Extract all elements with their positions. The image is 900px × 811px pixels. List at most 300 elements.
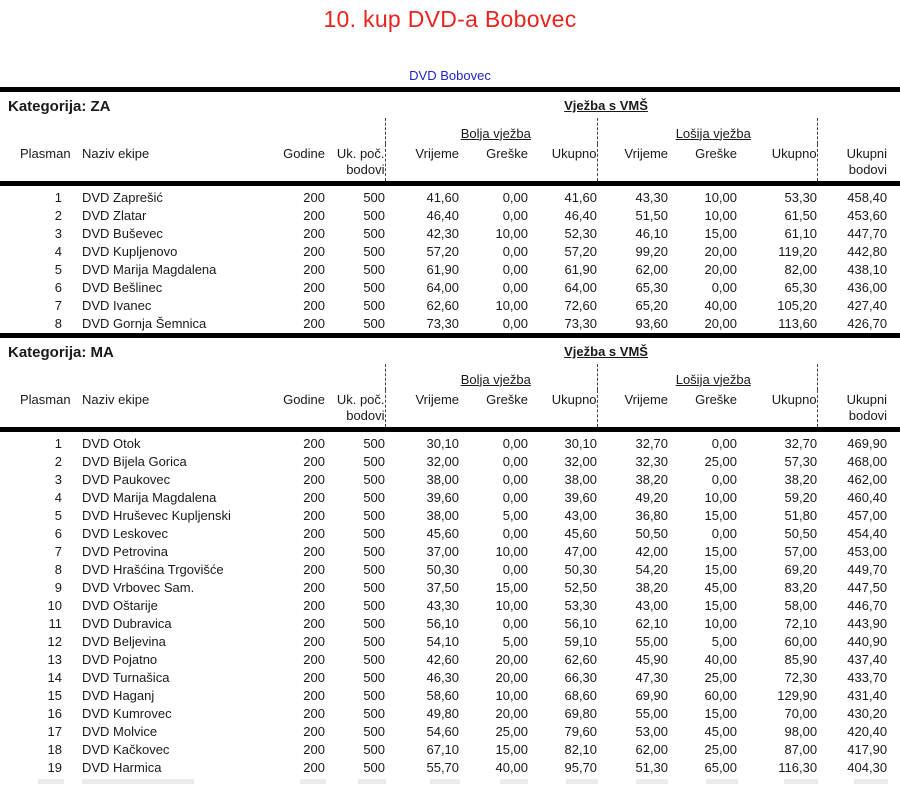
rank: 11: [48, 616, 62, 631]
team-name: DVD Bešlinec: [82, 280, 163, 295]
rank: 8: [54, 562, 62, 577]
losija-greske: 10,00: [704, 490, 738, 505]
bolja-greske: 20,00: [495, 652, 529, 667]
team-name: DVD Haganj: [82, 688, 155, 703]
losija-greske: 0,00: [711, 526, 738, 541]
header-row-group: [0, 336, 900, 364]
bolja-ukupno: 53,30: [564, 598, 598, 613]
rank: 14: [47, 670, 62, 685]
losija-ukupno: 82,00: [784, 262, 818, 277]
losija-vrijeme: 50,50: [635, 526, 669, 541]
losija-ukupno: 51,80: [784, 508, 818, 523]
bolja-greske: 0,00: [502, 262, 529, 277]
rank: 13: [47, 652, 62, 667]
losija-vrijeme: 51,30: [635, 760, 669, 775]
losija-greske: 10,00: [704, 190, 738, 205]
uk-poc-bodovi: 500: [363, 688, 386, 703]
team-name: DVD Petrovina: [82, 544, 168, 559]
col-losija-ukupno: Ukupno: [737, 144, 817, 184]
ukupni-bodovi: 462,00: [847, 472, 888, 487]
host-club-name: DVD Bobovec: [409, 68, 491, 83]
team-row: [0, 723, 900, 741]
bolja-ukupno: 64,00: [564, 280, 598, 295]
bolja-ukupno: 69,80: [564, 706, 598, 721]
team-name: DVD Turnašica: [82, 670, 170, 685]
bolja-ukupno: 43,00: [564, 508, 598, 523]
godine: 200: [303, 670, 325, 685]
godine: 200: [303, 742, 325, 757]
category-section-ma: [0, 333, 900, 777]
bolja-ukupno: 66,30: [564, 670, 598, 685]
col-ukupni-bodovi: Ukupni bodovi: [826, 390, 900, 430]
losija-ukupno: 83,20: [784, 580, 818, 595]
losija-ukupno: 113,60: [778, 316, 818, 331]
bolja-vrijeme: 46,40: [426, 208, 460, 223]
godine: 200: [303, 688, 325, 703]
dashed-separator: [817, 144, 826, 184]
clipped-row-remnant: [0, 777, 900, 789]
losija-vrijeme: 46,10: [635, 226, 669, 241]
team-row: [0, 184, 900, 208]
bolja-vrijeme: 42,30: [426, 226, 460, 241]
uk-poc-bodovi: 500: [363, 544, 386, 559]
col-losija-vrijeme: Vrijeme: [610, 390, 668, 430]
losija-ukupno: 72,30: [784, 670, 818, 685]
uk-poc-bodovi: 500: [363, 280, 386, 295]
ukupni-bodovi: 458,40: [847, 190, 888, 205]
rank: 17: [47, 724, 62, 739]
team-row: [0, 669, 900, 687]
team-row: [0, 687, 900, 705]
losija-ukupno: 85,90: [784, 652, 818, 667]
bolja-vrijeme: 54,60: [426, 724, 460, 739]
team-name: DVD Kačkovec: [82, 742, 170, 757]
losija-greske: 0,00: [711, 436, 738, 451]
team-row: [0, 261, 900, 279]
bolja-vrijeme: 64,00: [426, 280, 460, 295]
bolja-greske: 15,00: [495, 580, 529, 595]
bolja-vrijeme: 58,60: [426, 688, 460, 703]
ukupni-bodovi: 442,80: [847, 244, 888, 259]
losija-greske: 15,00: [704, 562, 738, 577]
bolja-greske: 5,00: [502, 508, 529, 523]
rank: 6: [54, 280, 62, 295]
team-name: DVD Vrbovec Sam.: [82, 580, 195, 595]
losija-ukupno: 119,20: [778, 244, 818, 259]
losija-greske: 25,00: [704, 454, 738, 469]
uk-poc-bodovi: 500: [363, 634, 386, 649]
losija-ukupno: 70,00: [784, 706, 818, 721]
losija-greske: 20,00: [704, 316, 738, 331]
godine: 200: [303, 634, 325, 649]
losija-greske: 5,00: [711, 634, 738, 649]
worse-exercise-header: Lošija vježba: [675, 125, 751, 141]
bolja-vrijeme: 37,50: [426, 580, 460, 595]
ukupni-bodovi: 437,40: [847, 652, 888, 667]
team-row: [0, 651, 900, 669]
bolja-vrijeme: 73,30: [426, 316, 460, 331]
losija-vrijeme: 65,20: [635, 298, 669, 313]
losija-greske: 40,00: [704, 652, 738, 667]
godine: 200: [303, 580, 325, 595]
team-name: DVD Dubravica: [82, 616, 172, 631]
losija-greske: 60,00: [704, 688, 738, 703]
bolja-ukupno: 73,30: [564, 316, 598, 331]
losija-greske: 0,00: [711, 280, 738, 295]
losija-vrijeme: 65,30: [635, 280, 669, 295]
team-row: [0, 297, 900, 315]
godine: 200: [303, 436, 325, 451]
godine: 200: [303, 190, 325, 205]
godine: 200: [303, 298, 325, 313]
uk-poc-bodovi: 500: [363, 244, 386, 259]
ukupni-bodovi: 453,00: [847, 544, 888, 559]
team-name: DVD Hrašćina Trgovišće: [82, 562, 224, 577]
dashed-separator: [597, 390, 610, 430]
bolja-greske: 20,00: [495, 706, 529, 721]
bolja-greske: 20,00: [495, 670, 529, 685]
dashed-separator: [385, 144, 395, 184]
bolja-ukupno: 61,90: [564, 262, 598, 277]
team-row: [0, 430, 900, 454]
team-name: DVD Ivanec: [82, 298, 152, 313]
losija-vrijeme: 38,20: [635, 580, 669, 595]
losija-vrijeme: 43,00: [635, 598, 669, 613]
team-row: [0, 225, 900, 243]
losija-vrijeme: 99,20: [635, 244, 669, 259]
col-naziv-ekipe: Naziv ekipe: [80, 390, 278, 430]
uk-poc-bodovi: 500: [363, 436, 386, 451]
bolja-ukupno: 57,20: [564, 244, 598, 259]
team-name: DVD Otok: [82, 436, 141, 451]
losija-ukupno: 50,50: [784, 526, 818, 541]
bolja-vrijeme: 38,00: [426, 508, 460, 523]
better-exercise-header: Bolja vježba: [460, 371, 531, 387]
bolja-vrijeme: 43,30: [426, 598, 460, 613]
col-losija-greske: Greške: [668, 390, 737, 430]
bolja-greske: 0,00: [502, 436, 529, 451]
losija-ukupno: 57,00: [784, 544, 818, 559]
bolja-greske: 10,00: [495, 688, 529, 703]
bolja-ukupno: 41,60: [564, 190, 598, 205]
header-row-subgroups: [0, 364, 900, 390]
losija-greske: 15,00: [704, 226, 738, 241]
header-row-columns: [0, 390, 900, 430]
losija-vrijeme: 43,30: [635, 190, 669, 205]
godine: 200: [303, 562, 325, 577]
bolja-vrijeme: 32,00: [426, 454, 460, 469]
rank: 2: [54, 454, 62, 469]
rank: 8: [54, 316, 62, 331]
col-bolja-vrijeme: Vrijeme: [395, 144, 459, 184]
bolja-greske: 0,00: [502, 454, 529, 469]
bolja-ukupno: 46,40: [564, 208, 598, 223]
losija-vrijeme: 62,00: [635, 262, 669, 277]
godine: 200: [303, 208, 325, 223]
rank: 1: [54, 436, 62, 451]
bolja-ukupno: 56,10: [564, 616, 598, 631]
dashed-separator: [385, 118, 395, 144]
team-name: DVD Zaprešić: [82, 190, 163, 205]
bolja-greske: 15,00: [495, 742, 529, 757]
rank: 7: [54, 298, 62, 313]
losija-vrijeme: 38,20: [635, 472, 669, 487]
uk-poc-bodovi: 500: [363, 190, 386, 205]
losija-ukupno: 59,20: [784, 490, 818, 505]
losija-ukupno: 116,30: [778, 760, 818, 775]
dashed-separator: [385, 390, 395, 430]
team-row: [0, 597, 900, 615]
team-row: [0, 507, 900, 525]
competition-title: 10. kup DVD-a Bobovec: [323, 6, 577, 32]
team-name: DVD Gornja Šemnica: [82, 316, 207, 331]
losija-greske: 65,00: [704, 760, 738, 775]
ukupni-bodovi: 449,70: [847, 562, 888, 577]
team-row: [0, 615, 900, 633]
bolja-vrijeme: 39,60: [426, 490, 460, 505]
bolja-ukupno: 79,60: [564, 724, 598, 739]
bolja-vrijeme: 37,00: [426, 544, 460, 559]
bolja-vrijeme: 61,90: [426, 262, 460, 277]
godine: 200: [303, 544, 325, 559]
ukupni-bodovi: 460,40: [847, 490, 888, 505]
rank: 15: [47, 688, 62, 703]
ukupni-bodovi: 430,20: [847, 706, 888, 721]
losija-ukupno: 98,00: [784, 724, 818, 739]
uk-poc-bodovi: 500: [363, 742, 386, 757]
losija-greske: 15,00: [704, 544, 738, 559]
losija-vrijeme: 55,00: [635, 634, 669, 649]
team-row: [0, 243, 900, 261]
header-row-subgroups: [0, 118, 900, 144]
losija-vrijeme: 45,90: [635, 652, 669, 667]
bolja-vrijeme: 45,60: [426, 526, 460, 541]
team-row: [0, 489, 900, 507]
exercise-group-header: Vježba s VMŠ: [564, 98, 648, 113]
losija-vrijeme: 36,80: [635, 508, 669, 523]
col-uk-poc-bodovi: Uk. poč. bodovi: [325, 144, 385, 184]
bolja-vrijeme: 67,10: [426, 742, 460, 757]
losija-vrijeme: 32,30: [635, 454, 669, 469]
godine: 200: [303, 454, 325, 469]
category-section-za: [0, 87, 900, 333]
losija-greske: 0,00: [711, 472, 738, 487]
team-name: DVD Marija Magdalena: [82, 262, 217, 277]
team-name: DVD Hruševec Kupljenski: [82, 508, 231, 523]
losija-ukupno: 72,10: [784, 616, 818, 631]
godine: 200: [303, 616, 325, 631]
rank: 5: [54, 262, 62, 277]
col-plasman: Plasman: [0, 144, 80, 184]
team-name: DVD Pojatno: [82, 652, 158, 667]
rank: 10: [47, 598, 62, 613]
team-row: [0, 561, 900, 579]
bolja-vrijeme: 46,30: [426, 670, 460, 685]
losija-greske: 10,00: [704, 208, 738, 223]
dashed-separator: [817, 364, 826, 390]
rank: 6: [54, 526, 62, 541]
team-name: DVD Buševec: [82, 226, 163, 241]
bolja-ukupno: 72,60: [564, 298, 598, 313]
team-name: DVD Paukovec: [82, 472, 171, 487]
losija-greske: 45,00: [704, 580, 738, 595]
losija-greske: 15,00: [704, 706, 738, 721]
team-name: DVD Bijela Gorica: [82, 454, 187, 469]
bolja-vrijeme: 62,60: [426, 298, 460, 313]
bolja-ukupno: 38,00: [564, 472, 598, 487]
col-bolja-vrijeme: Vrijeme: [395, 390, 459, 430]
ukupni-bodovi: 457,00: [847, 508, 888, 523]
losija-greske: 40,00: [704, 298, 738, 313]
ukupni-bodovi: 447,50: [847, 580, 888, 595]
ukupni-bodovi: 446,70: [847, 598, 888, 613]
ukupni-bodovi: 436,00: [847, 280, 888, 295]
bolja-ukupno: 50,30: [564, 562, 598, 577]
rank: 7: [54, 544, 62, 559]
team-name: DVD Zlatar: [82, 208, 147, 223]
category-tables: [0, 87, 900, 777]
bolja-greske: 0,00: [502, 472, 529, 487]
losija-vrijeme: 93,60: [635, 316, 669, 331]
ukupni-bodovi: 454,40: [847, 526, 888, 541]
category-label: Kategorija: MA: [8, 344, 114, 361]
losija-ukupno: 57,30: [784, 454, 818, 469]
category-label: Kategorija: ZA: [8, 98, 111, 115]
losija-vrijeme: 55,00: [635, 706, 669, 721]
losija-vrijeme: 62,00: [635, 742, 669, 757]
dashed-separator: [597, 364, 610, 390]
godine: 200: [303, 280, 325, 295]
bolja-greske: 40,00: [495, 760, 529, 775]
col-losija-ukupno: Ukupno: [737, 390, 817, 430]
rank: 4: [54, 244, 62, 259]
rank: 1: [54, 190, 62, 205]
ukupni-bodovi: 420,40: [847, 724, 888, 739]
bolja-ukupno: 30,10: [564, 436, 598, 451]
losija-greske: 15,00: [704, 508, 738, 523]
bolja-vrijeme: 38,00: [426, 472, 460, 487]
losija-vrijeme: 62,10: [635, 616, 669, 631]
header-row-columns: [0, 144, 900, 184]
col-naziv-ekipe: Naziv ekipe: [80, 144, 278, 184]
team-name: DVD Oštarije: [82, 598, 158, 613]
bolja-ukupno: 59,10: [564, 634, 598, 649]
uk-poc-bodovi: 500: [363, 760, 386, 775]
uk-poc-bodovi: 500: [363, 724, 386, 739]
bolja-vrijeme: 41,60: [426, 190, 460, 205]
godine: 200: [303, 244, 325, 259]
ukupni-bodovi: 427,40: [847, 298, 888, 313]
losija-greske: 25,00: [704, 742, 738, 757]
dashed-separator: [817, 390, 826, 430]
losija-vrijeme: 32,70: [635, 436, 669, 451]
uk-poc-bodovi: 500: [363, 598, 386, 613]
team-name: DVD Kupljenovo: [82, 244, 178, 259]
uk-poc-bodovi: 500: [363, 670, 386, 685]
bolja-ukupno: 52,50: [564, 580, 598, 595]
exercise-group-header: Vježba s VMŠ: [564, 344, 648, 359]
godine: 200: [303, 706, 325, 721]
losija-ukupno: 69,20: [784, 562, 818, 577]
rank: 3: [54, 226, 62, 241]
losija-vrijeme: 51,50: [635, 208, 669, 223]
bolja-ukupno: 95,70: [564, 760, 598, 775]
godine: 200: [303, 598, 325, 613]
bolja-greske: 0,00: [502, 562, 529, 577]
losija-greske: 20,00: [704, 244, 738, 259]
losija-ukupno: 60,00: [784, 634, 818, 649]
godine: 200: [303, 226, 325, 241]
losija-greske: 25,00: [704, 670, 738, 685]
dashed-separator: [385, 364, 395, 390]
godine: 200: [303, 652, 325, 667]
bolja-greske: 0,00: [502, 316, 529, 331]
team-row: [0, 207, 900, 225]
ukupni-bodovi: 426,70: [847, 316, 888, 331]
bolja-vrijeme: 42,60: [426, 652, 460, 667]
team-name: DVD Molvice: [82, 724, 158, 739]
bolja-vrijeme: 57,20: [426, 244, 460, 259]
bolja-ukupno: 45,60: [564, 526, 598, 541]
bolja-greske: 10,00: [495, 598, 529, 613]
team-row: [0, 453, 900, 471]
godine: 200: [303, 526, 325, 541]
ukupni-bodovi: 431,40: [847, 688, 888, 703]
uk-poc-bodovi: 500: [363, 562, 386, 577]
uk-poc-bodovi: 500: [363, 616, 386, 631]
godine: 200: [303, 508, 325, 523]
losija-greske: 15,00: [704, 598, 738, 613]
bolja-greske: 0,00: [502, 190, 529, 205]
team-name: DVD Marija Magdalena: [82, 490, 217, 505]
col-bolja-greske: Greške: [459, 390, 528, 430]
bolja-ukupno: 39,60: [564, 490, 598, 505]
losija-ukupno: 65,30: [784, 280, 818, 295]
dashed-separator: [597, 144, 610, 184]
bolja-vrijeme: 49,80: [426, 706, 460, 721]
losija-greske: 10,00: [704, 616, 738, 631]
bolja-greske: 0,00: [502, 490, 529, 505]
col-godine: Godine: [278, 390, 325, 430]
col-losija-greske: Greške: [668, 144, 737, 184]
team-row: [0, 705, 900, 723]
losija-ukupno: 105,20: [777, 298, 818, 313]
team-row: [0, 279, 900, 297]
uk-poc-bodovi: 500: [363, 706, 386, 721]
losija-vrijeme: 49,20: [635, 490, 669, 505]
team-row: [0, 759, 900, 777]
bolja-greske: 0,00: [502, 526, 529, 541]
losija-vrijeme: 54,20: [635, 562, 669, 577]
better-exercise-header: Bolja vježba: [460, 125, 531, 141]
ukupni-bodovi: 438,10: [847, 262, 888, 277]
dashed-separator: [597, 118, 610, 144]
dashed-separator: [817, 118, 826, 144]
losija-greske: 20,00: [704, 262, 738, 277]
ukupni-bodovi: 469,90: [847, 436, 888, 451]
godine: 200: [303, 316, 325, 331]
losija-vrijeme: 42,00: [635, 544, 669, 559]
uk-poc-bodovi: 500: [363, 472, 386, 487]
col-bolja-greske: Greške: [459, 144, 528, 184]
col-ukupni-bodovi: Ukupni bodovi: [826, 144, 900, 184]
uk-poc-bodovi: 500: [363, 652, 386, 667]
bolja-vrijeme: 50,30: [426, 562, 460, 577]
rank: 3: [54, 472, 62, 487]
bolja-greske: 25,00: [495, 724, 529, 739]
uk-poc-bodovi: 500: [363, 298, 386, 313]
godine: 200: [303, 724, 325, 739]
